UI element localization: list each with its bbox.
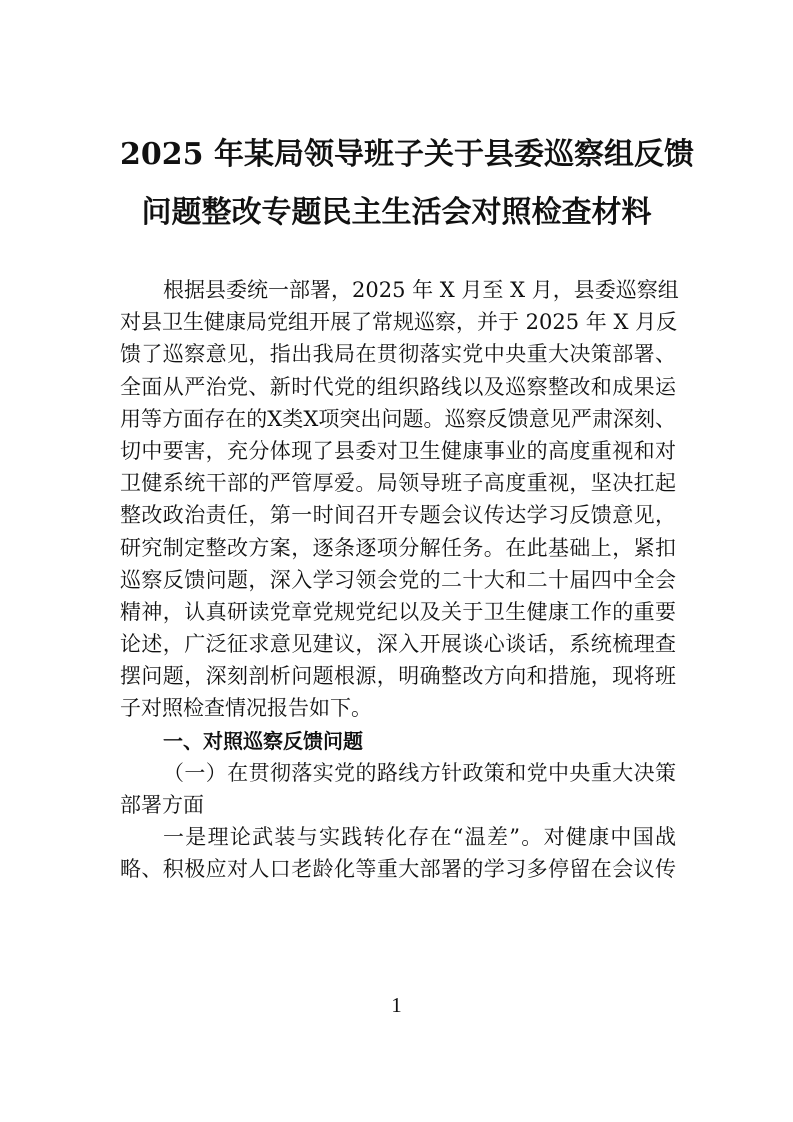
paragraph-line: 卫健系统干部的严管厚爱。局领导班子高度重视，坚决扛起 xyxy=(120,471,676,496)
paragraph-line: 精神，认真研读党章党规党纪以及关于卫生健康工作的重要 xyxy=(120,599,676,624)
paragraph-line: 用等方面存在的X类X项突出问题。巡察反馈意见严肃深刻、 xyxy=(120,406,676,431)
paragraph-line: 全面从严治党、新时代党的组织路线以及巡察整改和成果运 xyxy=(120,374,676,399)
paragraph-line: 馈了巡察意见，指出我局在贯彻落实党中央重大决策部署、 xyxy=(120,342,676,367)
page-number: 1 xyxy=(391,993,402,1017)
document-title-line-2: 问题整改专题民主生活会对照检查材料 xyxy=(141,195,652,230)
paragraph-line: 对县卫生健康局党组开展了常规巡察，并于 2025 年 X 月反 xyxy=(120,310,678,335)
paragraph-line: 巡察反馈问题，深入学习领会党的二十大和二十届四中全会 xyxy=(120,567,676,592)
paragraph-line: 切中要害，充分体现了县委对卫生健康事业的高度重视和对 xyxy=(120,438,676,463)
paragraph-line: 根据县委统一部署，2025 年 X 月至 X 月，县委巡察组 xyxy=(163,278,679,302)
subsection-heading-continued: 部署方面 xyxy=(120,793,204,817)
paragraph-line: 整改政治责任，第一时间召开专题会议传达学习反馈意见， xyxy=(120,503,676,528)
document-body xyxy=(120,274,679,886)
subsection-heading: （一）在贯彻落实党的路线方针政策和党中央重大决策 xyxy=(163,760,676,785)
paragraph-line: 一是理论武装与实践转化存在“温差”。对健康中国战 xyxy=(163,825,676,850)
paragraph-line: 论述，广泛征求意见建议，深入开展谈心谈话，系统梳理查 xyxy=(120,632,676,657)
paragraph-line: 摆问题，深刻剖析问题根源，明确整改方向和措施，现将班 xyxy=(120,664,676,689)
paragraph-line: 略、积极应对人口老龄化等重大部署的学习多停留在会议传 xyxy=(120,857,676,882)
paragraph-line: 研究制定整改方案，逐条逐项分解任务。在此基础上，紧扣 xyxy=(120,535,676,560)
document-title-line-1: 2025 年某局领导班子关于县委巡察组反馈 xyxy=(120,137,694,172)
paragraph-line: 子对照检查情况报告如下。 xyxy=(120,696,372,721)
section-heading: 一、对照巡察反馈问题 xyxy=(163,728,363,753)
